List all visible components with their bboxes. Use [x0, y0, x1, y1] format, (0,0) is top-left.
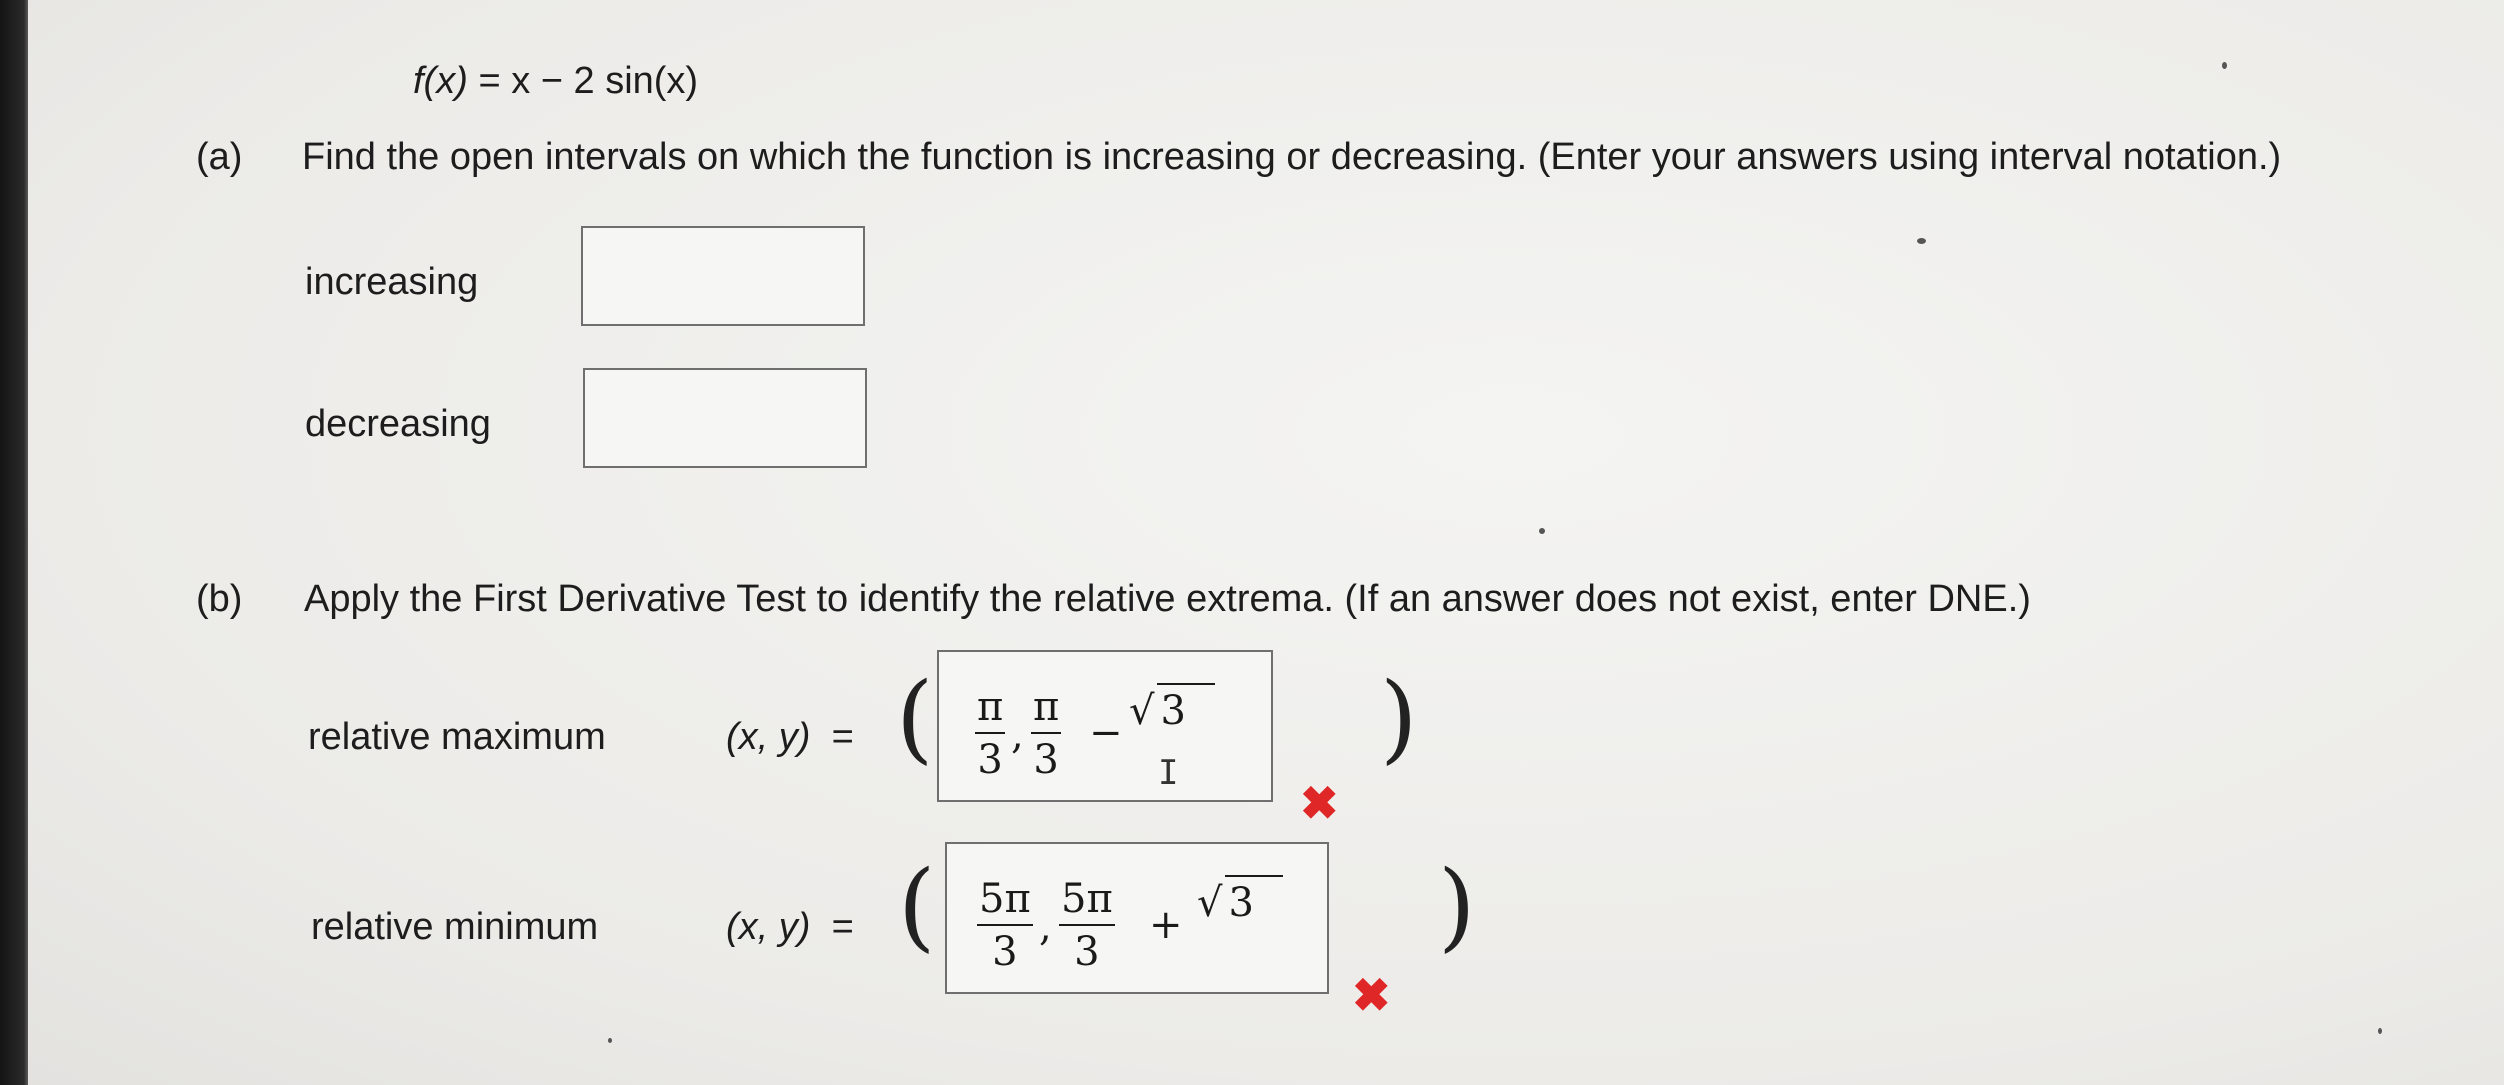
decreasing-input[interactable]: [583, 368, 867, 468]
max-x-numerator: π: [977, 684, 1004, 730]
incorrect-icon: ✖: [1352, 969, 1391, 1021]
radicand: 3: [1160, 688, 1186, 734]
radicand: 3: [1228, 880, 1254, 926]
dust-speck: [2378, 1028, 2382, 1034]
open-paren: (: [898, 850, 936, 962]
close-paren: ): [1380, 662, 1418, 774]
dust-speck: [1917, 238, 1926, 244]
dust-speck: [608, 1038, 612, 1043]
equals-sign: =: [831, 906, 854, 948]
max-y-fraction: [1031, 684, 1061, 783]
increasing-label: increasing: [305, 261, 479, 303]
relative-minimum-xy: [726, 906, 854, 949]
min-y-numerator: 5π: [1061, 876, 1113, 922]
max-sqrt: [1129, 688, 1186, 734]
min-x-numerator: 5π: [979, 876, 1031, 922]
dust-speck: [1539, 528, 1545, 534]
question-screen: [28, 0, 2504, 1085]
open-paren: (: [896, 662, 934, 774]
xy-label: (x, y): [726, 906, 811, 948]
function-lhs: f(x): [413, 60, 468, 102]
relative-minimum-input[interactable]: [945, 842, 1329, 994]
text-cursor-icon: I: [1158, 753, 1179, 793]
relative-maximum-label: relative maximum: [308, 716, 606, 758]
function-definition: [413, 60, 698, 103]
min-y-fraction: [1059, 876, 1115, 975]
relative-maximum-xy: [726, 716, 854, 759]
function-rhs: x − 2 sin(x): [511, 60, 699, 102]
max-y-numerator: π: [1033, 684, 1060, 730]
dust-speck: [2222, 62, 2227, 69]
sqrt-sign: √: [1197, 880, 1223, 926]
monitor-bezel: [0, 0, 28, 1085]
xy-label: (x, y): [726, 716, 811, 758]
max-comma: ,: [1011, 712, 1024, 758]
part-a-instruction: Find the open intervals on which the function is increasing or decreasing. (Enter your answers using interval notation.): [302, 136, 2282, 178]
min-operator: +: [1149, 902, 1183, 948]
close-paren: ): [1438, 850, 1476, 962]
equals-sign: =: [831, 716, 854, 758]
relative-maximum-input[interactable]: [937, 650, 1273, 802]
decreasing-label: decreasing: [305, 403, 491, 445]
part-b-label: (b): [196, 578, 243, 620]
sqrt-sign: √: [1129, 688, 1155, 734]
relative-minimum-label: relative minimum: [311, 906, 599, 948]
incorrect-icon: ✖: [1300, 777, 1339, 829]
min-y-denominator: 3: [1074, 929, 1100, 975]
part-a-label: (a): [196, 136, 243, 178]
min-x-denominator: 3: [992, 929, 1018, 975]
increasing-input[interactable]: [581, 226, 865, 326]
max-x-fraction: [975, 684, 1005, 783]
max-y-denominator: 3: [1033, 737, 1059, 783]
part-b-instruction: Apply the First Derivative Test to identify the relative extrema. (If an answer does not exist, enter DNE.): [304, 578, 2031, 620]
max-x-denominator: 3: [977, 737, 1003, 783]
min-comma: ,: [1039, 904, 1052, 950]
min-sqrt: [1197, 880, 1254, 926]
max-operator: −: [1089, 710, 1123, 756]
function-equals: =: [478, 60, 501, 102]
min-x-fraction: [977, 876, 1033, 975]
